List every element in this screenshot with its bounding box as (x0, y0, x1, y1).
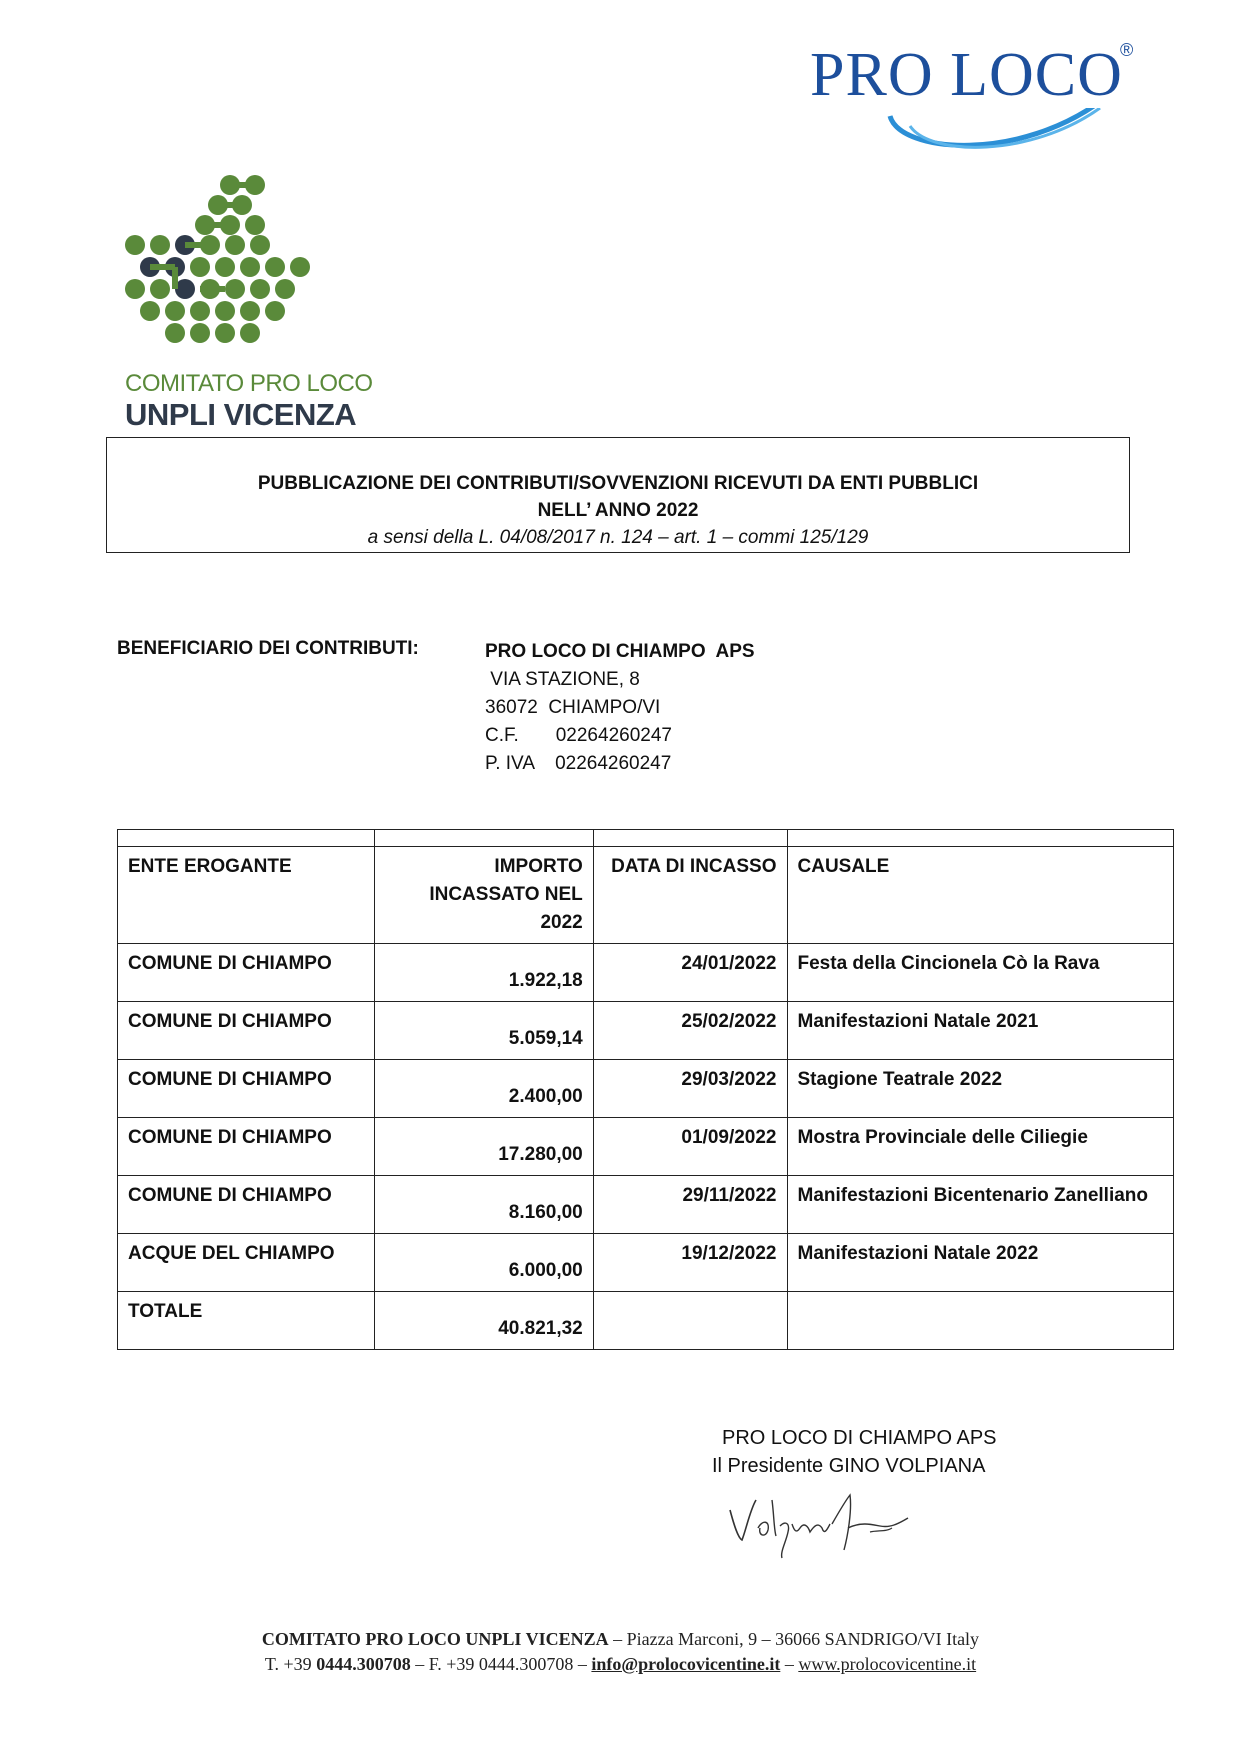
table-total-row (118, 1292, 1174, 1350)
title-line-1: PUBBLICAZIONE DEI CONTRIBUTI/SOVVENZIONI RICEVUTI DA ENTI PUBBLICI (257, 473, 979, 494)
importo-cell: 1.922,18 (374, 944, 593, 1002)
causale-cell: Manifestazioni Bicentenario Zanelliano (787, 1176, 1174, 1234)
header-causale: CAUSALE (787, 847, 1174, 944)
total-value: 40.821,32 (374, 1292, 593, 1350)
table-row (118, 1176, 1174, 1234)
importo-cell: 8.160,00 (374, 1176, 593, 1234)
handwritten-signature (720, 1480, 920, 1560)
footer-line-1 (0, 1627, 1241, 1652)
header-importo: IMPORTO INCASSATO NEL 2022 (374, 847, 593, 944)
total-empty-cell (593, 1292, 787, 1350)
document-title-box (106, 437, 1130, 553)
data-cell: 29/11/2022 (593, 1176, 787, 1234)
contributions-table (117, 829, 1174, 1350)
proloco-logo-text: PRO LOCO (810, 41, 1123, 109)
title-line-2: NELL’ ANNO 2022 (537, 500, 699, 521)
beneficiary-piva: P. IVA 02264260247 (485, 753, 672, 774)
registered-mark: ® (1120, 40, 1134, 60)
footer-fax: – F. +39 0444.300708 – (410, 1654, 592, 1674)
header-data-incasso: DATA DI INCASSO (593, 847, 787, 944)
proloco-swoosh-icon (870, 108, 1120, 168)
table-row (118, 1118, 1174, 1176)
signature-president: Il Presidente GINO VOLPIANA (712, 1455, 986, 1477)
footer-tel-prefix: T. +39 (264, 1654, 317, 1674)
footer-org: COMITATO PRO LOCO UNPLI VICENZA (261, 1629, 609, 1649)
unpli-logo-line1: COMITATO PRO LOCO (125, 370, 373, 397)
data-cell: 19/12/2022 (593, 1234, 787, 1292)
unpli-vicenza-logo (120, 165, 373, 432)
table-header-row (118, 847, 1174, 944)
total-label: TOTALE (118, 1292, 375, 1350)
proloco-logo (810, 30, 1140, 150)
unpli-logo-line2: UNPLI VICENZA (125, 397, 357, 432)
beneficiary-city: 36072 CHIAMPO/VI (485, 697, 661, 718)
beneficiary-name: PRO LOCO DI CHIAMPO APS (485, 641, 755, 662)
importo-cell: 2.400,00 (374, 1060, 593, 1118)
beneficiary-address: VIA STAZIONE, 8 (485, 669, 640, 690)
causale-cell: Stagione Teatrale 2022 (787, 1060, 1174, 1118)
importo-cell: 5.059,14 (374, 1002, 593, 1060)
table-row (118, 944, 1174, 1002)
data-cell: 24/01/2022 (593, 944, 787, 1002)
footer-sep: – (780, 1654, 799, 1674)
ente-cell: COMUNE DI CHIAMPO (118, 1176, 375, 1234)
footer-line-2 (0, 1652, 1241, 1677)
causale-cell: Festa della Cincionela Cò la Rava (787, 944, 1174, 1002)
table-row (118, 1060, 1174, 1118)
signature-org: PRO LOCO DI CHIAMPO APS (722, 1427, 997, 1449)
causale-cell: Mostra Provinciale delle Ciliegie (787, 1118, 1174, 1176)
data-cell: 25/02/2022 (593, 1002, 787, 1060)
footer (0, 1627, 1241, 1677)
header-ente-erogante: ENTE EROGANTE (118, 847, 375, 944)
data-cell: 01/09/2022 (593, 1118, 787, 1176)
footer-tel: 0444.300708 (316, 1654, 411, 1674)
table-spacer-row (118, 830, 1174, 847)
footer-website-link[interactable]: www.prolocovicentine.it (798, 1654, 977, 1674)
ente-cell: COMUNE DI CHIAMPO (118, 944, 375, 1002)
importo-cell: 6.000,00 (374, 1234, 593, 1292)
data-cell: 29/03/2022 (593, 1060, 787, 1118)
unpli-dots-icon (120, 165, 350, 365)
ente-cell: ACQUE DEL CHIAMPO (118, 1234, 375, 1292)
beneficiary-details (485, 638, 755, 778)
ente-cell: COMUNE DI CHIAMPO (118, 1118, 375, 1176)
beneficiary-cf: C.F. 02264260247 (485, 725, 672, 746)
title-legal-reference: a sensi della L. 04/08/2017 n. 124 – art. 1 – commi 125/129 (367, 527, 869, 548)
total-empty-cell (787, 1292, 1174, 1350)
causale-cell: Manifestazioni Natale 2022 (787, 1234, 1174, 1292)
causale-cell: Manifestazioni Natale 2021 (787, 1002, 1174, 1060)
ente-cell: COMUNE DI CHIAMPO (118, 1060, 375, 1118)
ente-cell: COMUNE DI CHIAMPO (118, 1002, 375, 1060)
table-row (118, 1234, 1174, 1292)
footer-email-link[interactable]: info@prolocovicentine.it (591, 1654, 781, 1674)
footer-address: – Piazza Marconi, 9 – 36066 SANDRIGO/VI Italy (608, 1629, 980, 1649)
importo-cell: 17.280,00 (374, 1118, 593, 1176)
table-row (118, 1002, 1174, 1060)
beneficiary-label: BENEFICIARIO DEI CONTRIBUTI: (117, 638, 419, 659)
